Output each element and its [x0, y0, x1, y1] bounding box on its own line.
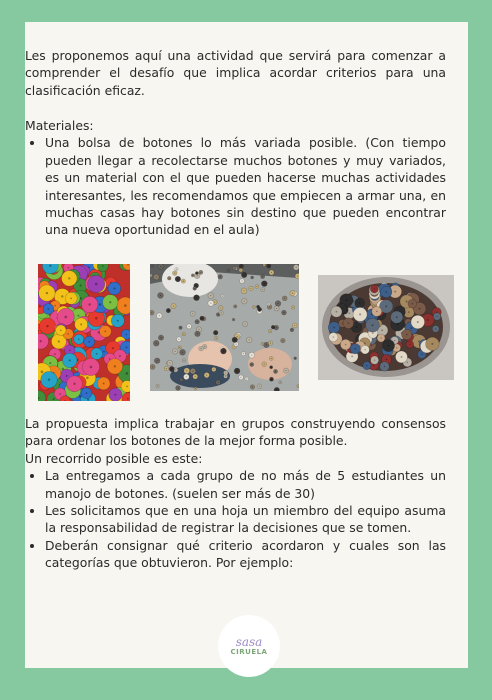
- materials-section: [25, 117, 446, 239]
- bowl-of-buttons-photo: [318, 275, 454, 380]
- list-item: • Les solicitamos que en una hoja un miembro del equipo asuma la responsabilidad de registrar la decisiones que se tomen.: [45, 502, 446, 537]
- intro-paragraph: [25, 47, 446, 99]
- route-heading: Un recorrido posible es este:: [25, 450, 203, 466]
- logo-text-sasa: sasa: [235, 635, 263, 649]
- route-list: [25, 467, 446, 571]
- colorful-buttons-photo: [38, 264, 130, 401]
- logo-text-ciruela: CIRUELA: [230, 648, 268, 656]
- list-item: • Deberán consignar qué criterio acordaron y cuales son las categorías que obtuvieron. Por ejemplo:: [45, 537, 446, 572]
- materials-list: [25, 134, 446, 238]
- list-item: • Una bolsa de botones lo más variada posible. (Con tiempo pueden llegar a recolectarse muchos botones y muy variados, es un material con el que pueden hacerse muchas actividades interesantes, les recomendamos que empiecen a armar una, en muchas casas hay botones sin destino que pueden encontrar una nueva oportunidad en el aula): [45, 134, 446, 238]
- proposal-section: [25, 415, 446, 572]
- materials-heading: Materiales:: [25, 118, 94, 133]
- list-item: • La entregamos a cada grupo de no más de 5 estudiantes un manojo de botones. (suelen ser más de 30): [45, 467, 446, 502]
- intro-text: Les proponemos aquí una actividad que servirá para comenzar a comprender el desafío que implica acordar criterios para una clasificación eficaz.: [25, 48, 446, 98]
- proposal-text: La propuesta implica trabajar en grupos construyendo consensos para ordenar los botones de la mejor forma posible.: [25, 416, 446, 449]
- sasa-ciruela-logo: [218, 615, 280, 677]
- child-sorting-buttons-photo: [150, 264, 299, 391]
